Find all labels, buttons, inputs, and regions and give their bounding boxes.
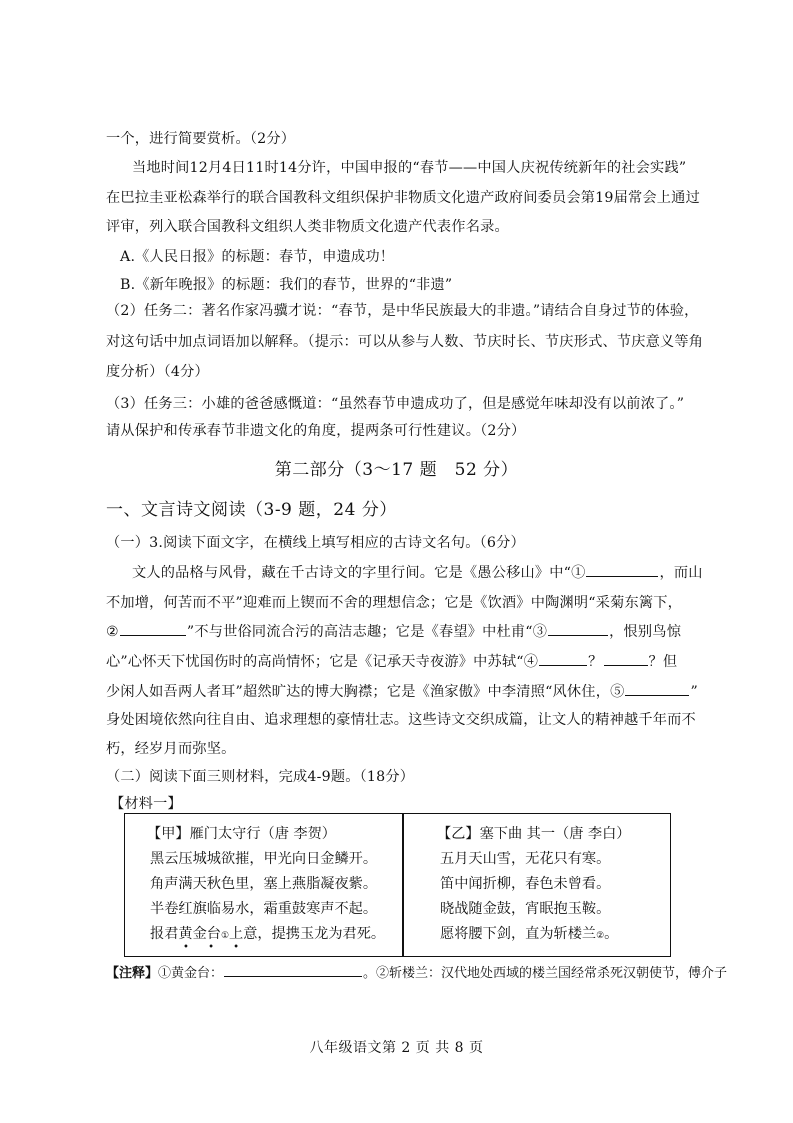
passage-line-3: ② ”不与世俗同流合污的高洁志趣；它是《春望》中杜甫“③ ，恨别鸟惊: [106, 624, 682, 640]
poem-a-line-3: 半卷红旗临易水，霜重鼓寒声不起。: [150, 901, 378, 917]
answer-blank-1[interactable]: [586, 563, 658, 577]
answer-blank-3[interactable]: [548, 622, 608, 636]
section1-title: 一、文言诗文阅读（3-9 题，24 分）: [106, 500, 397, 520]
passage-line-5: 少闲人如吾两人者耳”超然旷达的博大胸襟；它是《渔家傲》中李清照“风休住，⑤ ”: [106, 684, 698, 700]
news-line-2: 在巴拉圭亚松森举行的联合国教科文组织保护非物质文化遗产政府间委员会第19届常会上通过: [106, 190, 700, 206]
task2-line-1: （2）任务二：著名作家冯骥才说：“春节，是中华民族最大的非遗。”请结合自身过节的体验，: [106, 303, 699, 319]
passage-line-2: 不加增，何苦而不平”迎难而上锲而不舍的理想信念；它是《饮酒》中陶渊明“采菊东篱下，: [106, 595, 683, 611]
q3-title: （一）3.阅读下面文字，在横线上填写相应的古诗文名句。（6分）: [106, 535, 525, 551]
q2-title: （二）阅读下面三则材料，完成4-9题。（18分）: [106, 769, 415, 785]
poem-b-line-4: 愿将腰下剑，直为斩楼兰②。: [440, 926, 619, 942]
poem-a-title: 【甲】雁门太守行（唐 李贺）: [147, 826, 336, 842]
task3-line-2: 请从保护和传承春节非遗文化的角度，提两条可行性建议。（2分）: [106, 423, 526, 439]
option-b: B.《新年晚报》的标题：我们的春节，世界的“非遗”: [120, 277, 453, 293]
poem-a-line-4: 报君黄金台①上意，提携玉龙为君死。: [150, 926, 386, 942]
passage-line-4: 心”心怀天下忧国伤时的高尚情怀；它是《记承天寺夜游》中苏轼“④ ？ ？但: [106, 654, 678, 670]
poem-b-title: 【乙】塞下曲 其一（唐 李白）: [437, 826, 631, 842]
poem-b: [437, 822, 630, 947]
poem-a-line-1: 黑云压城城欲摧，甲光向日金鳞开。: [150, 851, 378, 867]
poem-table-divider: [402, 814, 404, 956]
answer-blank-2[interactable]: [120, 622, 186, 636]
poem-b-line-2: 笛中闻折柳，春色未曾看。: [440, 876, 611, 892]
emphasis-dots: • • •: [183, 942, 248, 953]
poem-table: [124, 813, 671, 957]
task2-line-2: 对这句话中加点词语加以解释。（提示：可以从参与人数、节庆时长、节庆形式、节庆意义等角: [106, 334, 704, 350]
news-line-3: 评审，列入联合国教科文组织人类非物质文化遗产代表作名录。: [106, 219, 509, 235]
answer-blank-5[interactable]: [625, 682, 689, 696]
poem-b-line-1: 五月天山雪，无花只有寒。: [440, 851, 611, 867]
task3-line-1: （3）任务三：小雄的爸爸感慨道：“虽然春节申遗成功了，但是感觉年味却没有以前浓了。”: [106, 396, 685, 412]
annotation-note: 【注释】①黄金台： 。②斩楼兰：汉代地处西域的楼兰国经常杀死汉朝使节，傅介子: [106, 962, 727, 981]
poem-b-line-3: 晓战随金鼓，宵眠抱玉鞍。: [440, 901, 611, 917]
poem-a-line-2: 角声满天秋色里，塞上燕脂凝夜紫。: [150, 876, 378, 892]
material-label: 【材料一】: [110, 796, 182, 812]
note-answer-blank[interactable]: [224, 963, 362, 977]
page-footer: 八年级语文第 2 页 共 8 页: [309, 1040, 484, 1056]
answer-blank-4b[interactable]: [604, 652, 648, 666]
marked-word: 黄金台: [178, 926, 221, 942]
passage-line-6: 身处困境依然向往自由、追求理想的豪情壮志。这些诗文交织成篇，让文人的精神越千年而不: [106, 712, 696, 728]
passage-line-1: 文人的品格与风骨，藏在千古诗文的字里行间。它是《愚公移山》中“① ，而山: [132, 565, 703, 581]
task2-line-3: 度分析）（4分）: [106, 364, 209, 380]
option-a: A.《人民日报》的标题：春节，申遗成功！: [120, 249, 395, 265]
poem-a: [147, 822, 385, 947]
news-line-1: 当地时间12月4日11时14分许，中国申报的“春节——中国人庆祝传统新年的社会实践”: [132, 160, 687, 176]
passage-line-7: 朽，经岁月而弥坚。: [106, 741, 236, 757]
part2-title: 第二部分（3～17 题 52 分）: [274, 460, 519, 480]
question-intro: 一个，进行简要赏析。（2分）: [106, 131, 296, 147]
answer-blank-4a[interactable]: [539, 652, 587, 666]
